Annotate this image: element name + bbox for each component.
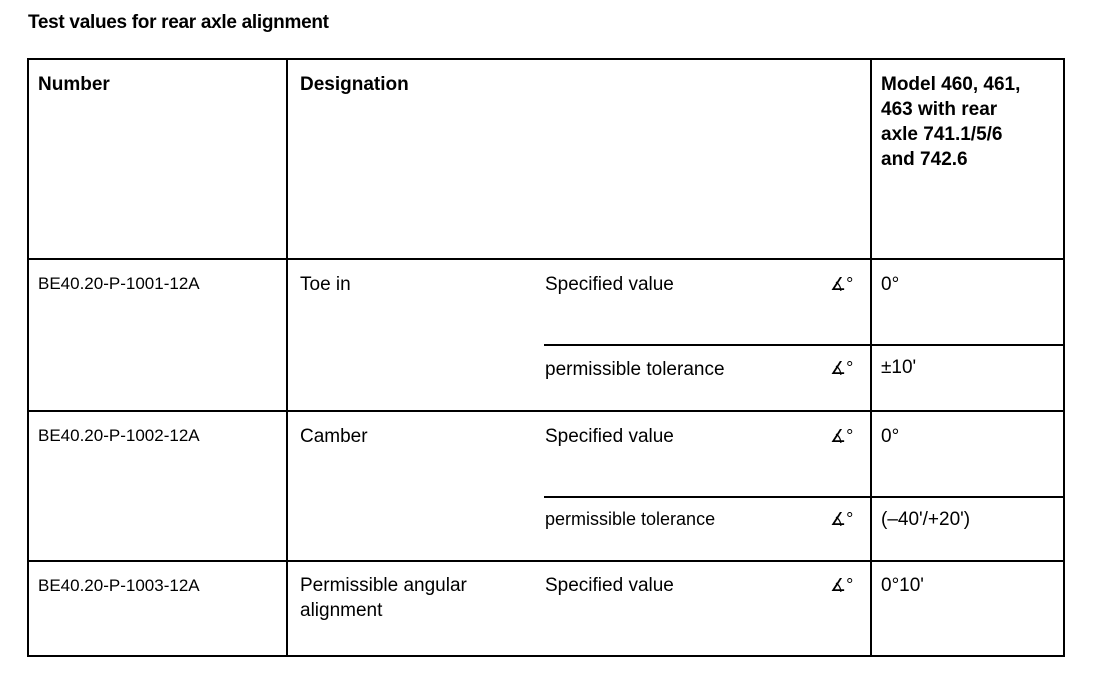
test-values-table bbox=[27, 58, 1065, 657]
header-model-line: and 742.6 bbox=[881, 149, 968, 170]
row-number: BE40.20-P-1003-12A bbox=[38, 576, 200, 595]
angle-unit-icon: ∡° bbox=[830, 358, 854, 378]
row-divider bbox=[29, 410, 1063, 412]
row-value: 0° bbox=[881, 426, 900, 447]
row-divider bbox=[29, 560, 1063, 562]
column-divider bbox=[870, 60, 872, 657]
header-model-line: Model 460, 461, bbox=[881, 74, 1021, 95]
column-divider bbox=[286, 60, 288, 657]
sub-label: Specified value bbox=[545, 575, 674, 596]
header-designation: Designation bbox=[300, 74, 409, 95]
sub-row-divider bbox=[544, 496, 1063, 498]
sub-label: Specified value bbox=[545, 274, 674, 295]
row-number: BE40.20-P-1001-12A bbox=[38, 274, 200, 293]
row-value: 0°10' bbox=[881, 575, 924, 596]
row-designation-line: alignment bbox=[300, 600, 383, 621]
sub-label: Specified value bbox=[545, 426, 674, 447]
angle-unit-icon: ∡° bbox=[830, 509, 854, 529]
header-model bbox=[881, 72, 1020, 172]
row-designation: Toe in bbox=[300, 274, 351, 295]
row-number: BE40.20-P-1002-12A bbox=[38, 426, 200, 445]
row-designation: Camber bbox=[300, 426, 368, 447]
angle-unit-icon: ∡° bbox=[830, 575, 854, 595]
angle-unit-icon: ∡° bbox=[830, 426, 854, 446]
sub-label: permissible tolerance bbox=[545, 509, 716, 529]
row-divider bbox=[29, 258, 1063, 260]
angle-unit-icon: ∡° bbox=[830, 274, 854, 294]
row-value: 0° bbox=[881, 274, 900, 295]
row-designation bbox=[300, 573, 467, 623]
header-number: Number bbox=[38, 74, 110, 95]
header-model-line: axle 741.1/5/6 bbox=[881, 124, 1003, 145]
sub-label: permissible tolerance bbox=[545, 359, 725, 380]
row-designation-line: Permissible angular bbox=[300, 575, 467, 596]
row-value: (–40'/+20') bbox=[881, 509, 971, 530]
page-title: Test values for rear axle alignment bbox=[28, 12, 329, 33]
row-value: ±10' bbox=[881, 357, 917, 378]
sub-row-divider bbox=[544, 344, 1063, 346]
header-model-line: 463 with rear bbox=[881, 99, 998, 120]
